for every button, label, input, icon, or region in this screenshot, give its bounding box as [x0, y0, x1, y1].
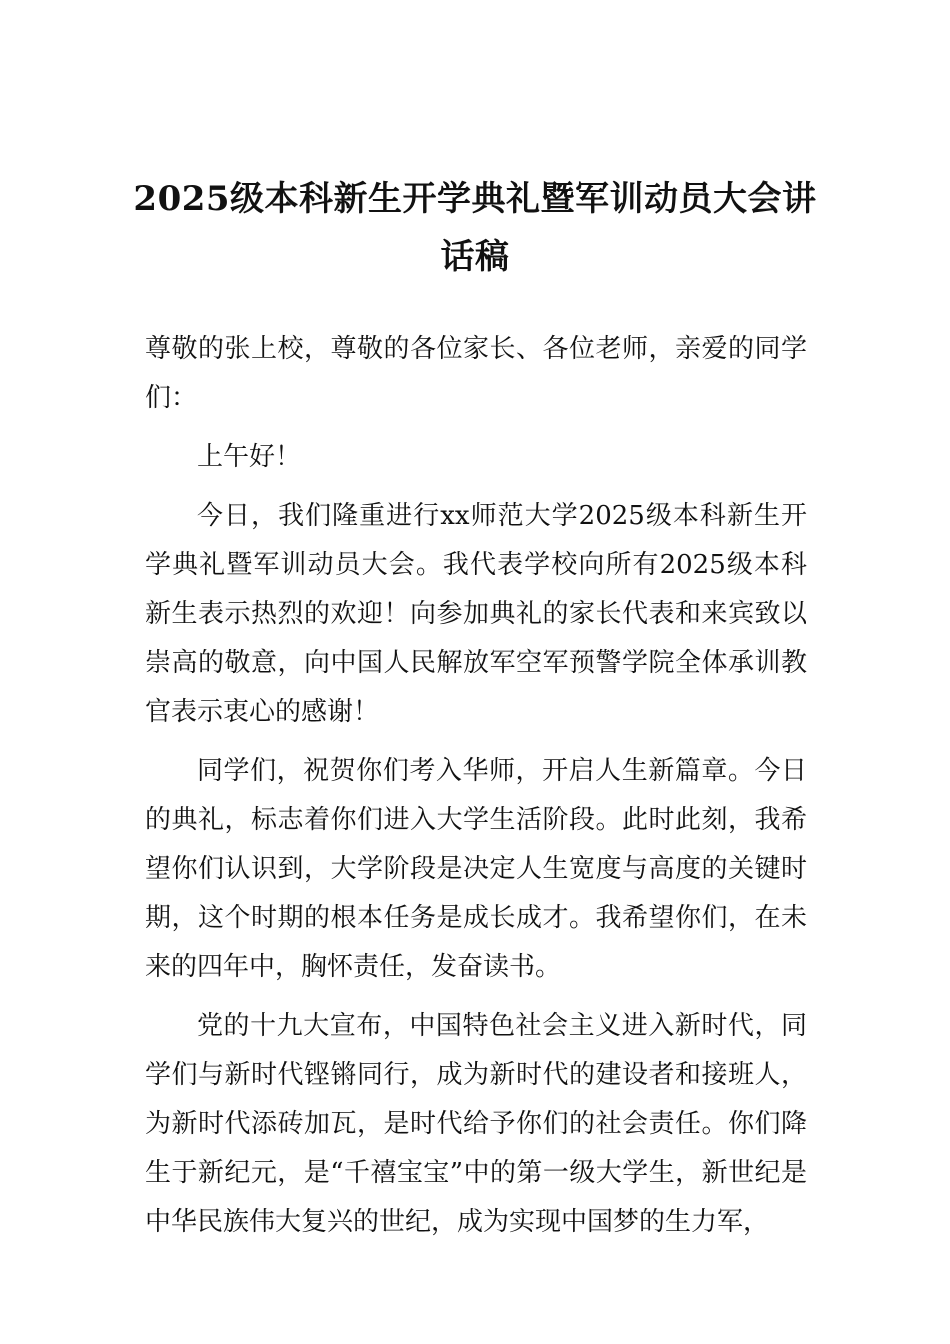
salutation-paragraph: 尊敬的张上校，尊敬的各位家长、各位老师，亲爱的同学们： — [145, 334, 807, 413]
body-paragraph: 党的十九大宣布，中国特色社会主义进入新时代，同学们与新时代铿锵同行，成为新时代的建设者和接班人，为新时代添砖加瓦，是时代给予你们的社会责任。你们降生于新纪元，是“千禧宝宝”中的第一级大学生，新世纪是中华民族伟大复兴的世纪，成为实现中国梦的生力军， — [145, 1011, 807, 1237]
greeting-paragraph: 上午好！ — [197, 442, 302, 472]
document-title: 2025级本科新生开学典礼暨军训动员大会讲话稿 — [133, 179, 817, 277]
document-body — [145, 325, 807, 1247]
body-paragraph: 同学们，祝贺你们考入华师，开启人生新篇章。今日的典礼，标志着你们进入大学生活阶段。此时此刻，我希望你们认识到，大学阶段是决定人生宽度与高度的关键时期，这个时期的根本任务是成长成才。我希望你们，在未来的四年中，胸怀责任，发奋读书。 — [145, 756, 807, 982]
body-paragraph: 今日，我们隆重进行xx师范大学2025级本科新生开学典礼暨军训动员大会。我代表学校向所有2025级本科新生表示热烈的欢迎！向参加典礼的家长代表和来宾致以崇高的敬意，向中国人民解放军空军预警学院全体承训教官表示衷心的感谢！ — [145, 501, 807, 727]
